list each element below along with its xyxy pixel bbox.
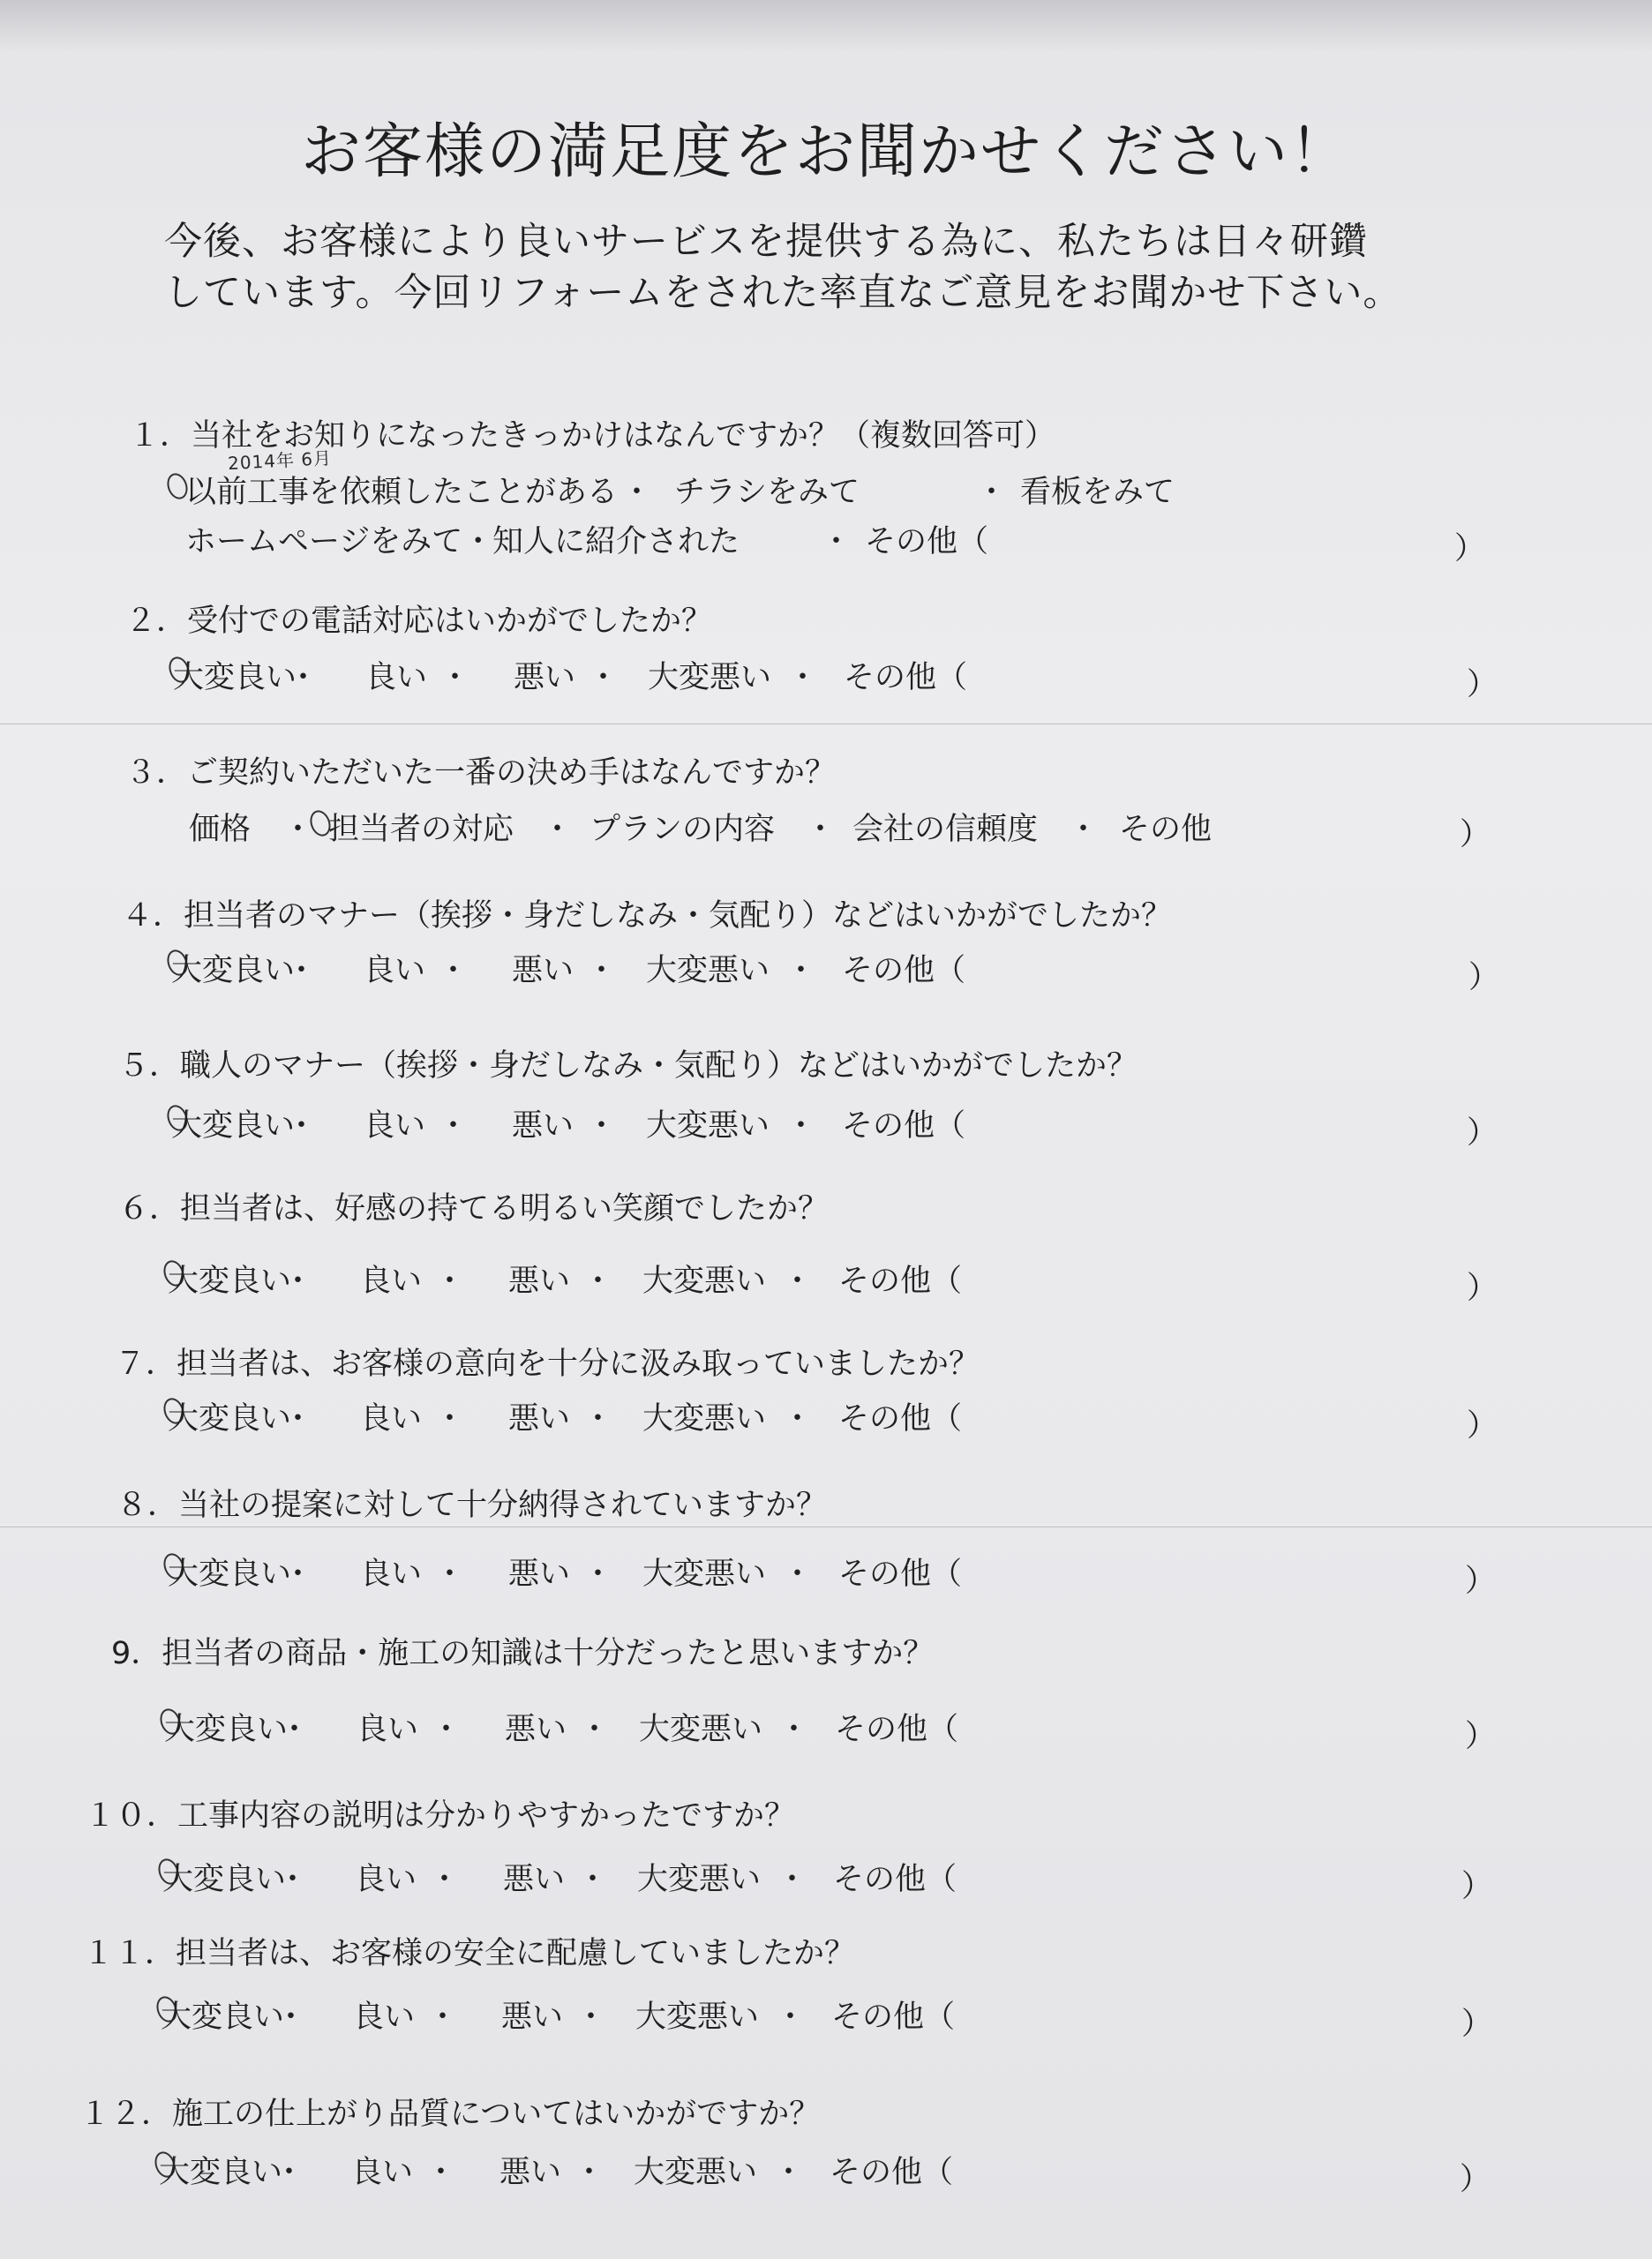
- q12-separator: ・: [274, 2155, 305, 2190]
- q11-option-good[interactable]: 良い: [353, 2000, 416, 2035]
- q7-separator: ・: [782, 1401, 814, 1437]
- q5-option-bad[interactable]: 悪い: [512, 1108, 574, 1144]
- question-1: １．当社をお知りになったきっかけはなんですか？（複数回答可）: [129, 418, 1056, 454]
- q9-option-bad[interactable]: 悪い: [505, 1712, 567, 1747]
- question-12: １２．施工の仕上がり品質についてはいかがですか？: [79, 2097, 821, 2132]
- q9-option-good[interactable]: 良い: [357, 1712, 419, 1747]
- q5-separator: ・: [286, 1108, 318, 1144]
- q12-option-very-good[interactable]: 大変良い: [159, 2155, 283, 2190]
- q4-separator: ・: [586, 953, 618, 988]
- q2-separator: ・: [588, 660, 620, 695]
- q7-separator: ・: [282, 1401, 314, 1437]
- q6-option-very-good[interactable]: 大変良い: [168, 1264, 292, 1299]
- q10-option-other[interactable]: その他（: [833, 1862, 957, 1897]
- q1-option-flyer[interactable]: チラシをみて: [674, 475, 860, 510]
- q12-option-good[interactable]: 良い: [351, 2155, 414, 2190]
- q4-separator: ・: [438, 953, 469, 988]
- q1-separator: ・: [621, 475, 653, 510]
- q1-separator: ・: [821, 524, 852, 559]
- q12-close-paren: ）: [1460, 2162, 1491, 2197]
- q2-close-paren: ）: [1467, 667, 1498, 702]
- q3-option-staff[interactable]: 担当者の対応: [328, 812, 514, 847]
- q12-option-very-bad[interactable]: 大変悪い: [634, 2155, 758, 2190]
- q12-option-other[interactable]: その他（: [830, 2155, 954, 2190]
- q7-separator: ・: [582, 1401, 614, 1437]
- q10-separator: ・: [777, 1862, 808, 1897]
- q8-option-bad[interactable]: 悪い: [508, 1557, 571, 1592]
- q2-separator: ・: [787, 660, 819, 695]
- q1-close-paren: ）: [1454, 531, 1486, 567]
- q6-separator: ・: [782, 1264, 814, 1299]
- q8-option-very-good[interactable]: 大変良い: [168, 1557, 292, 1592]
- q10-option-good[interactable]: 良い: [355, 1862, 417, 1897]
- question-9: 9．担当者の商品・施工の知識は十分だったと思いますか？: [111, 1636, 935, 1671]
- q3-separator: ・: [1068, 812, 1100, 847]
- q9-separator: ・: [778, 1712, 810, 1747]
- q9-option-very-good[interactable]: 大変良い: [164, 1712, 289, 1747]
- q5-separator: ・: [438, 1108, 469, 1144]
- q9-separator: ・: [431, 1712, 462, 1747]
- q3-separator: ・: [542, 812, 574, 847]
- q6-separator: ・: [282, 1264, 314, 1299]
- q5-option-very-good[interactable]: 大変良い: [171, 1108, 296, 1144]
- q9-option-very-bad[interactable]: 大変悪い: [639, 1712, 763, 1747]
- q6-separator: ・: [434, 1264, 466, 1299]
- q3-separator: ・: [805, 812, 837, 847]
- q6-option-good[interactable]: 良い: [360, 1264, 423, 1299]
- q3-separator: ・: [282, 812, 314, 847]
- q2-separator: ・: [439, 660, 471, 695]
- q6-option-other[interactable]: その他（: [838, 1264, 963, 1299]
- q7-close-paren: ）: [1467, 1408, 1498, 1444]
- question-7: ７．担当者は、お客様の意向を十分に汲み取っていましたか？: [115, 1347, 980, 1382]
- q4-option-very-good[interactable]: 大変良い: [171, 953, 296, 988]
- q4-option-very-bad[interactable]: 大変悪い: [646, 953, 770, 988]
- q10-option-bad[interactable]: 悪い: [503, 1862, 566, 1897]
- q4-close-paren: ）: [1468, 960, 1500, 995]
- q1-option-homepage[interactable]: ホームページをみて・: [185, 524, 494, 559]
- q11-separator: ・: [427, 2000, 459, 2035]
- question-6: ６．担当者は、好感の持てる明るい笑顔でしたか？: [118, 1191, 830, 1227]
- q8-separator: ・: [582, 1557, 614, 1592]
- q7-option-very-good[interactable]: 大変良い: [168, 1401, 292, 1437]
- q10-option-very-good[interactable]: 大変良い: [162, 1862, 287, 1897]
- q11-option-very-bad[interactable]: 大変悪い: [635, 2000, 760, 2035]
- q9-separator: ・: [279, 1712, 311, 1747]
- q10-separator: ・: [277, 1862, 309, 1897]
- q1-option-signboard[interactable]: 看板をみて: [1020, 475, 1175, 510]
- q12-separator: ・: [574, 2155, 605, 2190]
- q5-option-good[interactable]: 良い: [364, 1108, 426, 1144]
- q7-option-bad[interactable]: 悪い: [508, 1401, 571, 1437]
- q8-option-other[interactable]: その他（: [838, 1557, 963, 1592]
- question-4: ４．担当者のマナー（挨拶・身だしなみ・気配り）などはいかがでしたか？: [122, 898, 1173, 934]
- q5-option-very-bad[interactable]: 大変悪い: [646, 1108, 770, 1144]
- q12-option-bad[interactable]: 悪い: [499, 2155, 562, 2190]
- question-3: ３．ご契約いただいた一番の決め手はなんですか？: [125, 755, 837, 791]
- q7-option-good[interactable]: 良い: [360, 1401, 423, 1437]
- q6-option-very-bad[interactable]: 大変悪い: [642, 1264, 767, 1299]
- q4-separator: ・: [785, 953, 817, 988]
- q3-option-other[interactable]: その他: [1119, 812, 1213, 847]
- q8-separator: ・: [782, 1557, 814, 1592]
- paper-fold: [0, 722, 1652, 724]
- q11-option-bad[interactable]: 悪い: [501, 2000, 564, 2035]
- q4-option-other[interactable]: その他（: [842, 953, 966, 988]
- q2-separator: ・: [288, 660, 319, 695]
- handwritten-date: 2014年 6月: [227, 447, 333, 475]
- q6-option-bad[interactable]: 悪い: [508, 1264, 571, 1299]
- q2-option-good[interactable]: 良い: [365, 660, 428, 695]
- q8-separator: ・: [282, 1557, 314, 1592]
- intro-line-1: 今後、お客様により良いサービスを提供する為に、私たちは日々研鑽: [164, 220, 1368, 264]
- q6-separator: ・: [582, 1264, 614, 1299]
- q11-option-very-good[interactable]: 大変良い: [161, 2000, 285, 2035]
- q3-option-price[interactable]: 価格: [189, 812, 252, 847]
- q4-option-good[interactable]: 良い: [364, 953, 426, 988]
- question-11: １１．担当者は、お客様の安全に配慮していましたか？: [83, 1936, 856, 1971]
- q2-option-other[interactable]: その他（: [844, 660, 968, 695]
- q1-option-referral[interactable]: 知人に紹介された: [492, 524, 740, 559]
- question-2: ２．受付での電話対応はいかがでしたか？: [125, 604, 713, 639]
- q12-separator: ・: [773, 2155, 805, 2190]
- q1-option-previous-work[interactable]: 以前工事を依頼したことがある: [185, 475, 619, 510]
- q3-option-trust[interactable]: 会社の信頼度: [852, 812, 1039, 847]
- q9-close-paren: ）: [1465, 1719, 1497, 1754]
- intro-line-2: しています。今回リフォームをされた率直なご意見をお聞かせ下さい。: [164, 271, 1402, 315]
- q11-close-paren: ）: [1461, 2007, 1493, 2042]
- q5-option-other[interactable]: その他（: [842, 1108, 966, 1144]
- q11-separator: ・: [275, 2000, 307, 2035]
- q2-option-very-good[interactable]: 大変良い: [173, 660, 297, 695]
- q10-separator: ・: [429, 1862, 461, 1897]
- q8-close-paren: ）: [1465, 1564, 1497, 1599]
- q9-separator: ・: [579, 1712, 611, 1747]
- question-10: １０．工事内容の説明は分かりやすかったですか？: [85, 1798, 796, 1834]
- q11-option-other[interactable]: その他（: [831, 2000, 956, 2035]
- question-5: ５．職人のマナー（挨拶・身だしなみ・気配り）などはいかがでしたか？: [118, 1048, 1138, 1084]
- q10-option-very-bad[interactable]: 大変悪い: [637, 1862, 762, 1897]
- q8-option-good[interactable]: 良い: [360, 1557, 423, 1592]
- q7-option-very-bad[interactable]: 大変悪い: [642, 1401, 767, 1437]
- q10-separator: ・: [577, 1862, 609, 1897]
- q4-separator: ・: [286, 953, 318, 988]
- q5-separator: ・: [785, 1108, 817, 1144]
- q2-option-bad[interactable]: 悪い: [514, 660, 576, 695]
- q5-close-paren: ）: [1467, 1115, 1498, 1151]
- q12-separator: ・: [425, 2155, 457, 2190]
- q1-option-other[interactable]: その他（: [865, 524, 989, 559]
- q8-separator: ・: [434, 1557, 466, 1592]
- q8-option-very-bad[interactable]: 大変悪い: [642, 1557, 767, 1592]
- q2-option-very-bad[interactable]: 大変悪い: [648, 660, 772, 695]
- q10-close-paren: ）: [1461, 1869, 1493, 1904]
- q3-option-plan[interactable]: プランの内容: [589, 812, 776, 847]
- page-title: お客様の満足度をお聞かせください！: [300, 117, 1351, 187]
- q7-separator: ・: [434, 1401, 466, 1437]
- q11-separator: ・: [775, 2000, 807, 2035]
- paper-fold: [0, 1525, 1652, 1527]
- q7-option-other[interactable]: その他（: [838, 1401, 963, 1437]
- q9-option-other[interactable]: その他（: [835, 1712, 959, 1747]
- q11-separator: ・: [575, 2000, 607, 2035]
- q6-close-paren: ）: [1467, 1271, 1498, 1306]
- q1-separator: ・: [976, 475, 1008, 510]
- q4-option-bad[interactable]: 悪い: [512, 953, 574, 988]
- question-8: ８．当社の提案に対して十分納得されていますか？: [116, 1488, 828, 1523]
- q3-close-paren: ）: [1460, 817, 1491, 852]
- q5-separator: ・: [586, 1108, 618, 1144]
